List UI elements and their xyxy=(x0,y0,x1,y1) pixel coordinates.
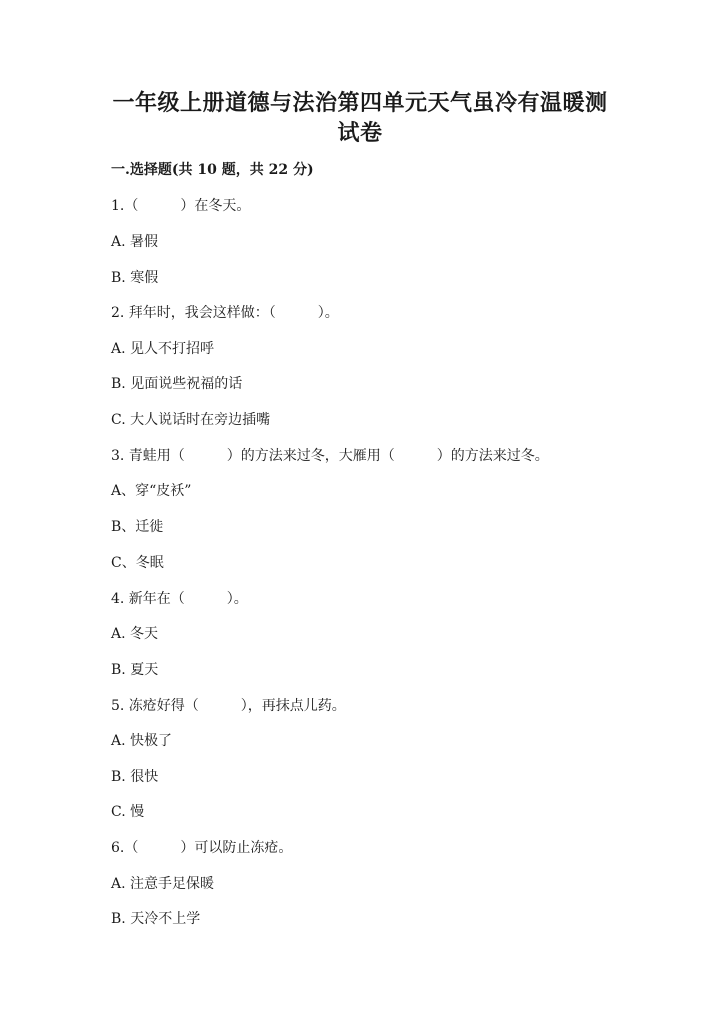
q5-option-b: B. 很快 xyxy=(111,769,159,785)
question-1: 1.（ ）在冬天。 xyxy=(111,198,251,214)
page-title-line-1: 一年级上册道德与法治第四单元天气虽冷有温暖测 xyxy=(112,90,608,116)
q4-option-a: A. 冬天 xyxy=(111,626,159,642)
q3-option-c: C、冬眠 xyxy=(111,555,164,571)
q2-option-a: A. 见人不打招呼 xyxy=(111,341,215,357)
page-title-line-2: 试卷 xyxy=(337,120,383,146)
question-5: 5. 冻疮好得（ ），再抹点儿药。 xyxy=(111,698,346,714)
q2-option-b: B. 见面说些祝福的话 xyxy=(111,376,243,392)
q6-option-b: B. 天冷不上学 xyxy=(111,911,201,927)
q5-option-a: A. 快极了 xyxy=(111,733,173,749)
q4-option-b: B. 夏天 xyxy=(111,662,159,678)
q3-option-b: B、迁徙 xyxy=(111,519,164,535)
q3-option-a: A、穿“皮袄” xyxy=(111,483,192,499)
section-heading: 一.选择题(共 10 题，共 22 分) xyxy=(111,162,314,178)
question-3: 3. 青蛙用（ ）的方法来过冬，大雁用（ ）的方法来过冬。 xyxy=(111,448,549,464)
question-4: 4. 新年在（ ）。 xyxy=(111,591,248,607)
question-6: 6.（ ）可以防止冻疮。 xyxy=(111,840,293,856)
q5-option-c: C. 慢 xyxy=(111,804,145,820)
q2-option-c: C. 大人说话时在旁边插嘴 xyxy=(111,412,271,428)
q1-option-a: A. 暑假 xyxy=(111,234,159,250)
q6-option-a: A. 注意手足保暖 xyxy=(111,876,215,892)
question-2: 2. 拜年时，我会这样做：（ ）。 xyxy=(111,305,339,321)
q1-option-b: B. 寒假 xyxy=(111,270,159,286)
